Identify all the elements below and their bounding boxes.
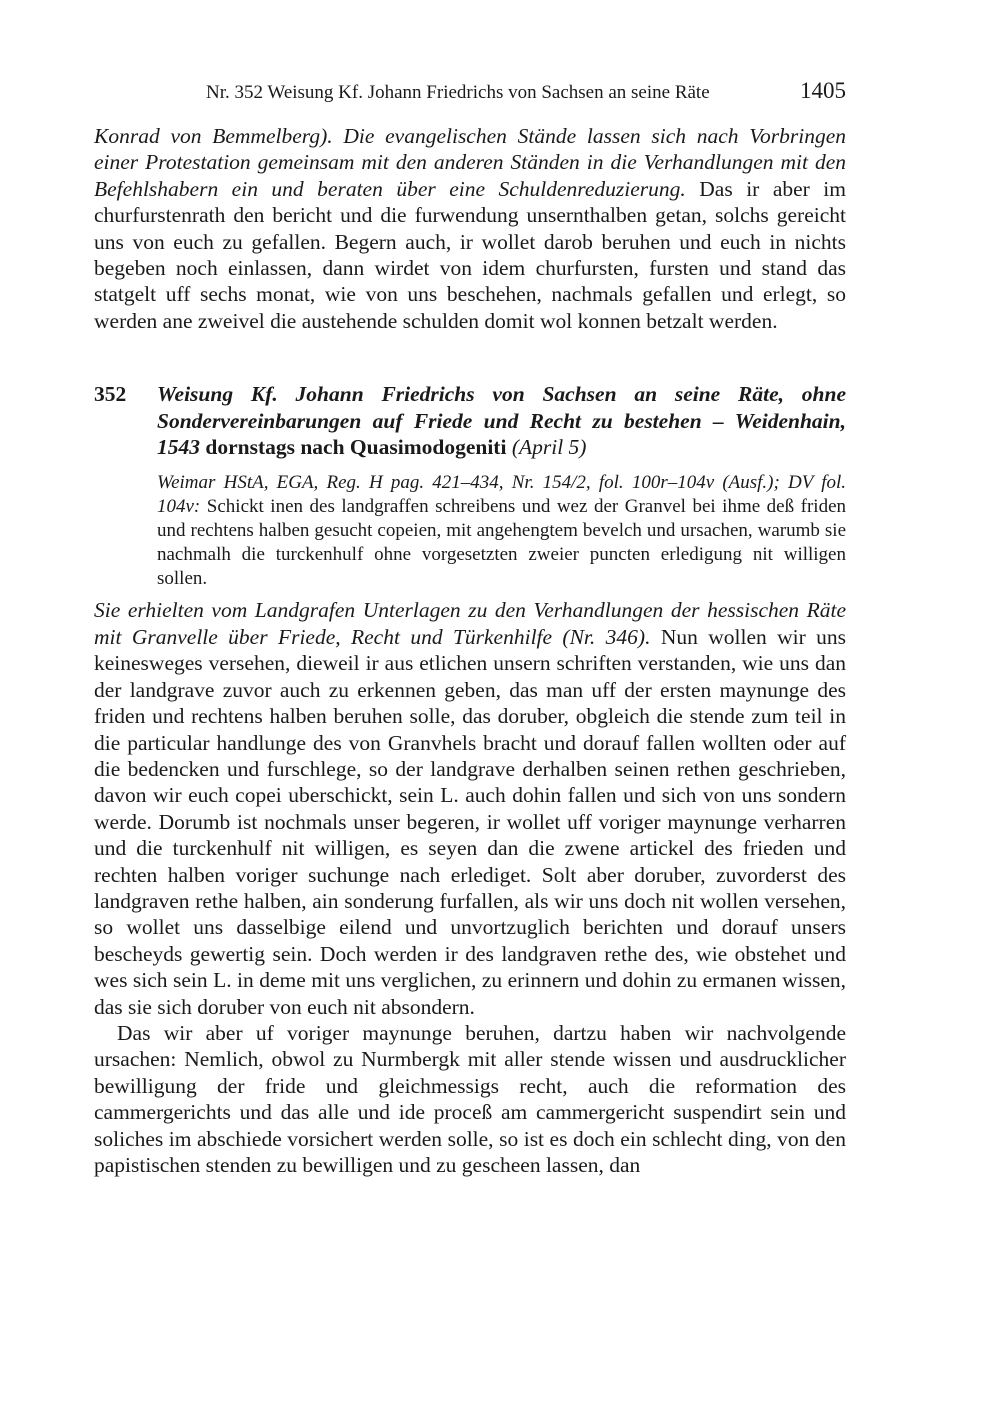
continuation-text: Das ir aber im churfurstenrath den bericht und die furwendung unsernthalben getan, solchs gereicht uns von euch zu gefallen. Begern auch, ir wollet darob beruhen und euch in nichts begeben noch einlassen, dann wirdet von idem churfursten, fursten und stand das statgelt uff sechs monat, wie von uns beschehen, nachmals gefallen und erlegt, so werden ane zweivel die austehende schulden domit wol konnen betzalt werden. bbox=[94, 176, 846, 333]
source-reference: Weimar HStA, EGA, Reg. H pag. 421–434, Nr. 154/2, fol. 100r–104v (Ausf.); DV fol. 104v: bbox=[157, 472, 846, 518]
source-note bbox=[157, 471, 846, 591]
body-paragraph-2: Das wir aber uf voriger maynunge beruhen, dartzu haben wir nachvolgende ursachen: Nemlich, obwol zu Nurmbergk mit aller stende wissen und ausdrucklicher bewilligung der fride und gleichmessigs recht, auch die reformation des cammergerichts und das alle und ide proceß am cammergericht suspendirt sein und soliches im abschiede vorsichert werden solle, so ist es doch ein schlecht ding, von den papistischen stenden zu bewilligen und zu gescheen lassen, dan bbox=[94, 1020, 846, 1177]
body-paragraph-1 bbox=[94, 597, 846, 1020]
source-summary: Schickt inen des landgraffen schreibens und wez der Granvel bei ihme deß friden und rechtens halben gesucht copeien, mit angehengtem bevelch und ursachen, warumb sie nachmalh die turckenhulf ohne vorgesetzten zweier puncten erledigung nit willigen sollen. bbox=[157, 496, 846, 590]
document-title bbox=[157, 381, 846, 460]
body-paragraph-1-text: Nun wollen wir uns keinesweges versehen, dieweil ir aus etlichen unsern schriften verstanden, wie uns dan der landgrave zuvor auch zu erkennen geben, das man uff der ersten maynunge des friden und rechtens halben beruhen solle, das doruber, obgleich die stende zum teil in die particular handlunge des von Granvhels bracht und dorauf fallen wollten oder auf die bedencken und furschlege, so der landgrave derhalben seinen rethen geschrieben, davon wir euch copei uberschickt, sein L. auch dohin fallen und sich von uns sondern werde. Dorumb ist nochmals unser begeren, ir wollet uff voriger maynunge verharren und die turckenhulf nit willigen, es seyen dan die zwene artickel des frieden und rechten halben voriger suchunge nach erlediget. Solt aber doruber, zuvorderst des landgraven rethe halben, ain sonderung furfallen, als wir uns doch nit wollen versehen, so wollet uns dasselbige eilend und unvortzuglich berichten und dorauf unsers bescheyds gewertig sein. Doch werden ir des landgraven rethe des, wie obstehet und wes sich sein L. in deme mit uns verglichen, zu erinnern und dohin zu ermanen wissen, das sie sich doruber von euch nit absondern. bbox=[94, 624, 846, 1019]
document-title-date-modern: (April 5) bbox=[511, 435, 587, 460]
document-title-date: dornstags nach Quasimodogeniti bbox=[200, 435, 512, 460]
body-regest: Sie erhielten vom Landgrafen Unterlagen zu den Verhandlungen der hessischen Räte mit Granvelle über Friede, Recht und Türkenhilfe (Nr. 346). bbox=[94, 598, 846, 649]
running-head-title: Nr. 352 Weisung Kf. Johann Friedrichs von Sachsen an seine Räte bbox=[206, 82, 710, 103]
document-heading bbox=[94, 381, 846, 460]
page-number: 1405 bbox=[800, 78, 846, 103]
document-page bbox=[94, 76, 846, 1178]
document-title-text: Weisung Kf. Johann Friedrichs von Sachsen an seine Räte, ohne Sondervereinbarungen auf Friede und Recht zu bestehen – Weidenhain, 1543 bbox=[157, 382, 846, 460]
running-head bbox=[94, 76, 846, 106]
continuation-paragraph bbox=[94, 123, 846, 334]
document-number: 352 bbox=[94, 382, 127, 407]
continuation-regest: Konrad von Bemmelberg). Die evangelischen Stände lassen sich nach Vorbringen einer Protestation gemeinsam mit den anderen Ständen in die Verhandlungen mit den Befehlshabern ein und beraten über eine Schuldenreduzierung. bbox=[94, 124, 846, 201]
